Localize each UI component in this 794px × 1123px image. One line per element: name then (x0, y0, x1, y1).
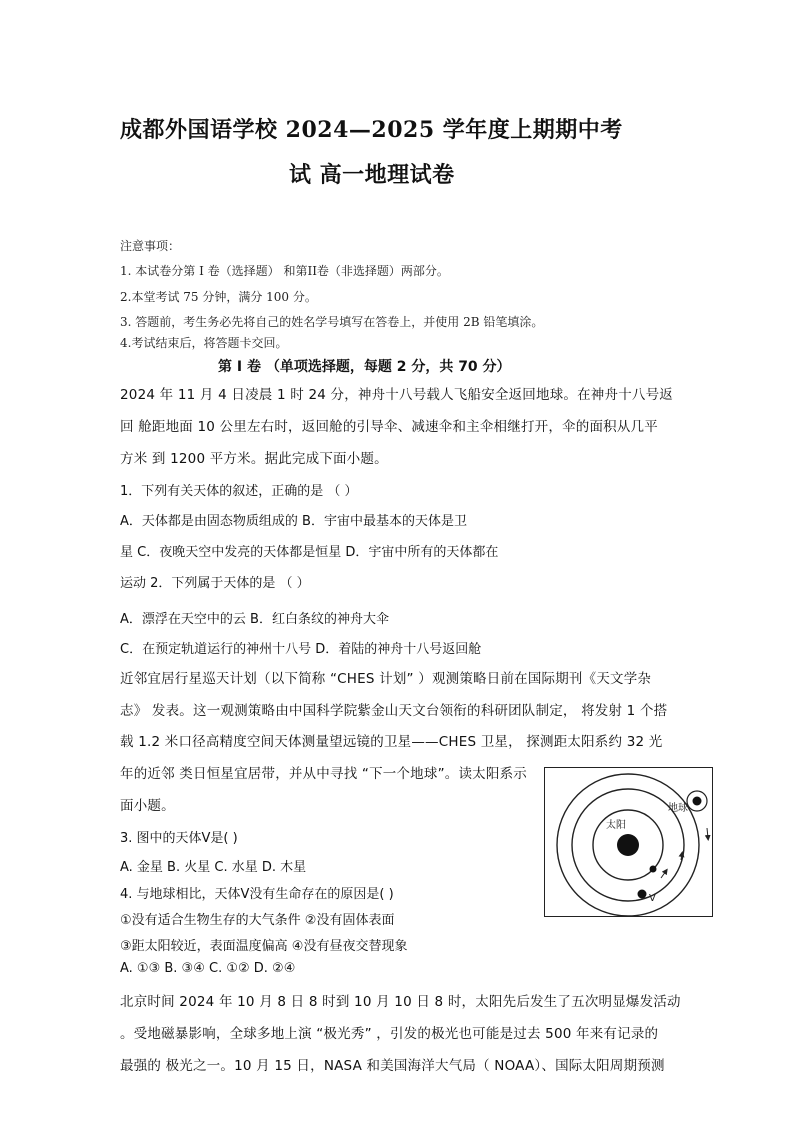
sun-body (617, 834, 639, 856)
question-1-line-b: 星 C．夜晚天空中发亮的天体都是恒星 D．宇宙中所有的天体都在 (120, 545, 499, 560)
exam-title-line-1: 成都外国语学校 2024—2025 学年度上期期中考 (120, 117, 623, 143)
planet-venus-dot (650, 866, 657, 873)
question-3-options: A. 金星 B. 火星 C. 水星 D. 木星 (120, 860, 307, 875)
earth-label: 地球 (668, 803, 688, 814)
question-4-stem: 4. 与地球相比，天体Ⅴ没有生命存在的原因是( ) (120, 887, 394, 902)
sun-label: 太阳 (606, 820, 626, 831)
passage-2-line-3: 载 1.2 米口径高精度空间天体测量望远镜的卫星——CHES 卫星， 探测距太阳系约 32 光 (120, 734, 663, 750)
passage-1-line-3: 方米 到 1200 平方米。据此完成下面小题。 (120, 451, 388, 467)
note-item-4: 4.考试结束后，将答题卡交回。 (120, 336, 288, 350)
question-1-stem: 1．下列有关天体的叙述，正确的是 （ ） (120, 484, 358, 499)
passage-3-line-3: 最强的 极光之一。10 月 15 日，NASA 和美国海洋大气局（ NOAA）、国际太阳周期预测 (120, 1058, 665, 1074)
passage-2-line-2: 志》 发表。这一观测策略由中国科学院紫金山天文台领衔的科研团队制定， 将发射 1 个搭 (120, 703, 668, 719)
earth-body (693, 797, 702, 806)
passage-3-line-2: 。受地磁暴影响，全球多地上演 “极光秀” ，引发的极光也可能是过去 500 年来有记录的 (120, 1026, 659, 1042)
exam-title-line-2: 试 高一地理试卷 (289, 162, 455, 188)
note-item-3: 3. 答题前，考生务必先将自己的姓名学号填写在答卷上，并使用 2B 铅笔填涂。 (120, 315, 544, 329)
planet-v-label: V (649, 893, 656, 904)
passage-1-line-2: 回 舱距地面 10 公里左右时，返回舱的引导伞、减速伞和主伞相继打开，伞的面积从几平 (120, 419, 658, 435)
question-4-line-1: ①没有适合生物生存的大气条件 ②没有固体表面 (120, 913, 395, 928)
question-3-stem: 3. 图中的天体Ⅴ是( ) (120, 831, 238, 846)
question-4-line-2: ③距太阳较近，表面温度偏高 ④没有昼夜交替现象 (120, 939, 408, 954)
section-1-heading: 第 I 卷 （单项选择题，每题 2 分，共 70 分） (218, 359, 511, 375)
question-1-line-c: 运动 2．下列属于天体的是 （ ） (120, 576, 310, 591)
passage-2-line-5: 面小题。 (120, 798, 175, 814)
question-1-line-a: A．天体都是由固态物质组成的 B．宇宙中最基本的天体是卫 (120, 514, 467, 529)
solar-system-diagram (544, 767, 713, 917)
passage-2-line-1: 近邻宜居行星巡天计划（以下简称 “CHES 计划” ）观测策略日前在国际期刊《天文学杂 (120, 671, 652, 687)
solar-system-svg (545, 768, 712, 916)
question-4-options: A. ①③ B. ③④ C. ①② D. ②④ (120, 961, 296, 976)
note-item-1: 1. 本试卷分第 I 卷（选择题） 和第II卷（非选择题）两部分。 (120, 264, 449, 278)
question-2-line-a: A．漂浮在天空中的云 B．红白条纹的神舟大伞 (120, 612, 389, 627)
passage-1-line-1: 2024 年 11 月 4 日凌晨 1 时 24 分，神舟十八号载人飞船安全返回地球。在神舟十八号返 (120, 387, 674, 403)
planet-v-body (638, 890, 647, 899)
passage-3-line-1: 北京时间 2024 年 10 月 8 日 8 时到 10 月 10 日 8 时，太阳先后发生了五次明显爆发活动 (120, 994, 681, 1010)
passage-2-line-4: 年的近邻 类日恒星宜居带，并从中寻找 “下一个地球”。读太阳系示 (120, 766, 527, 782)
notes-heading: 注意事项： (120, 239, 181, 253)
question-2-line-b: C．在预定轨道运行的神州十八号 D．着陆的神舟十八号返回舱 (120, 642, 482, 657)
note-item-2: 2.本堂考试 75 分钟，满分 100 分。 (120, 290, 317, 304)
